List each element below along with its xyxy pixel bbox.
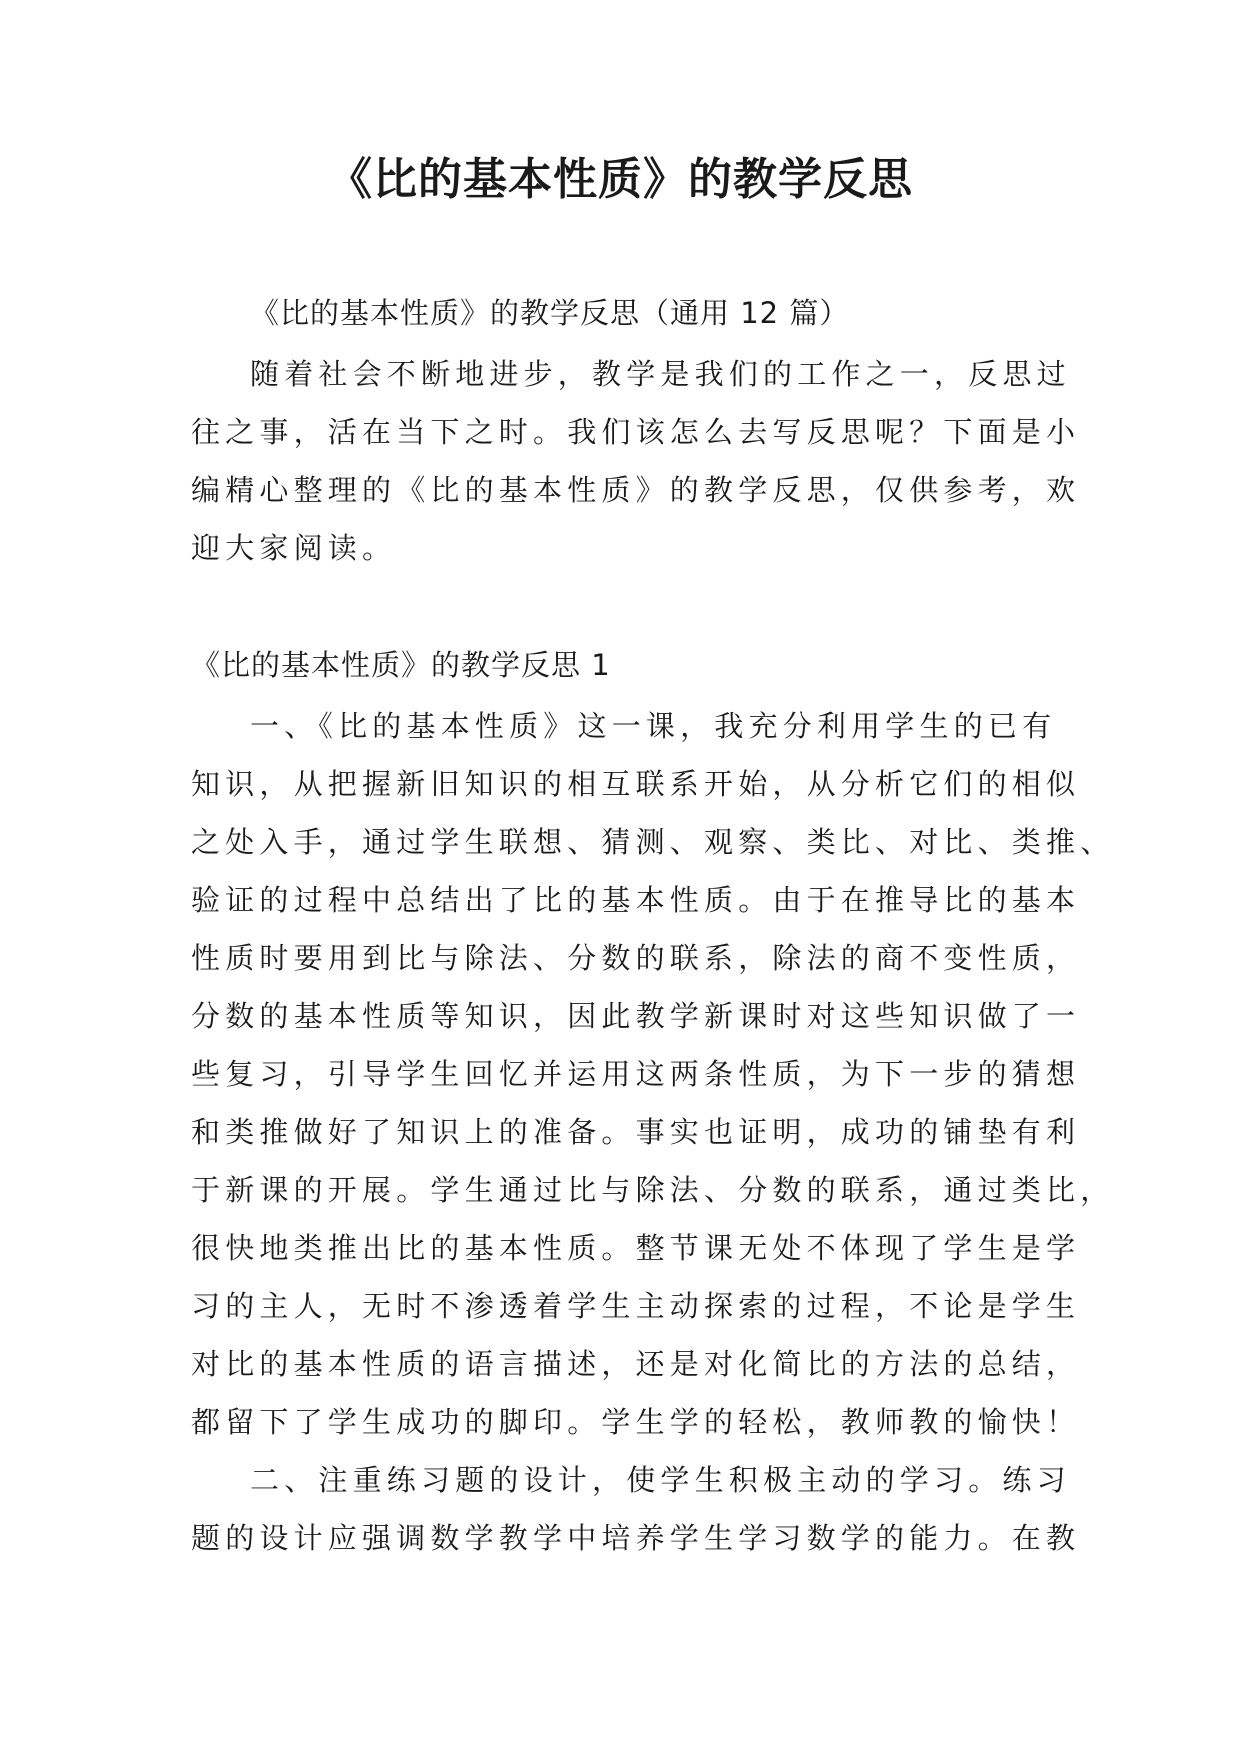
- body-text: [191, 697, 1115, 1567]
- document-title: 《比的基本性质》的教学反思: [328, 154, 913, 205]
- body-line: 一、《比的基本性质》这一课，我充分利用学生的已有: [250, 709, 1057, 743]
- body-line: 些复习，引导学生回忆并运用这两条性质，为下一步的猜想: [191, 1057, 1081, 1091]
- intro-line: 随着社会不断地进步，教学是我们的工作之一，反思过: [250, 357, 1071, 391]
- body-line: 二、注重练习题的设计，使学生积极主动的学习。练习: [250, 1463, 1071, 1497]
- body-line: 于新课的开展。学生通过比与除法、分数的联系，通过类比，: [191, 1173, 1115, 1207]
- body-line: 很快地类推出比的基本性质。整节课无处不体现了学生是学: [191, 1231, 1081, 1265]
- intro-line: 迎大家阅读。: [191, 531, 397, 565]
- section-heading: 《比的基本性质》的教学反思 1: [191, 648, 611, 682]
- body-line: 和类推做好了知识上的准备。事实也证明，成功的铺垫有利: [191, 1115, 1081, 1149]
- intro-paragraph: [191, 345, 1081, 577]
- document-subtitle: 《比的基本性质》的教学反思（通用 12 篇）: [250, 296, 850, 330]
- body-line: 习的主人，无时不渗透着学生主动探索的过程，不论是学生: [191, 1289, 1081, 1323]
- body-line: 都留下了学生成功的脚印。学生学的轻松，教师教的愉快！: [191, 1405, 1081, 1439]
- body-line: 知识，从把握新旧知识的相互联系开始，从分析它们的相似: [191, 767, 1081, 801]
- intro-line: 编精心整理的《比的基本性质》的教学反思，仅供参考，欢: [191, 473, 1081, 507]
- body-line: 性质时要用到比与除法、分数的联系，除法的商不变性质，: [191, 941, 1081, 975]
- body-line: 验证的过程中总结出了比的基本性质。由于在推导比的基本: [191, 883, 1081, 917]
- body-line: 分数的基本性质等知识，因此教学新课时对这些知识做了一: [191, 999, 1081, 1033]
- body-line: 对比的基本性质的语言描述，还是对化简比的方法的总结，: [191, 1347, 1081, 1381]
- body-line: 之处入手，通过学生联想、猜测、观察、类比、对比、类推、: [191, 825, 1115, 859]
- body-line: 题的设计应强调数学教学中培养学生学习数学的能力。在教: [191, 1521, 1081, 1555]
- intro-line: 往之事，活在当下之时。我们该怎么去写反思呢？下面是小: [191, 415, 1081, 449]
